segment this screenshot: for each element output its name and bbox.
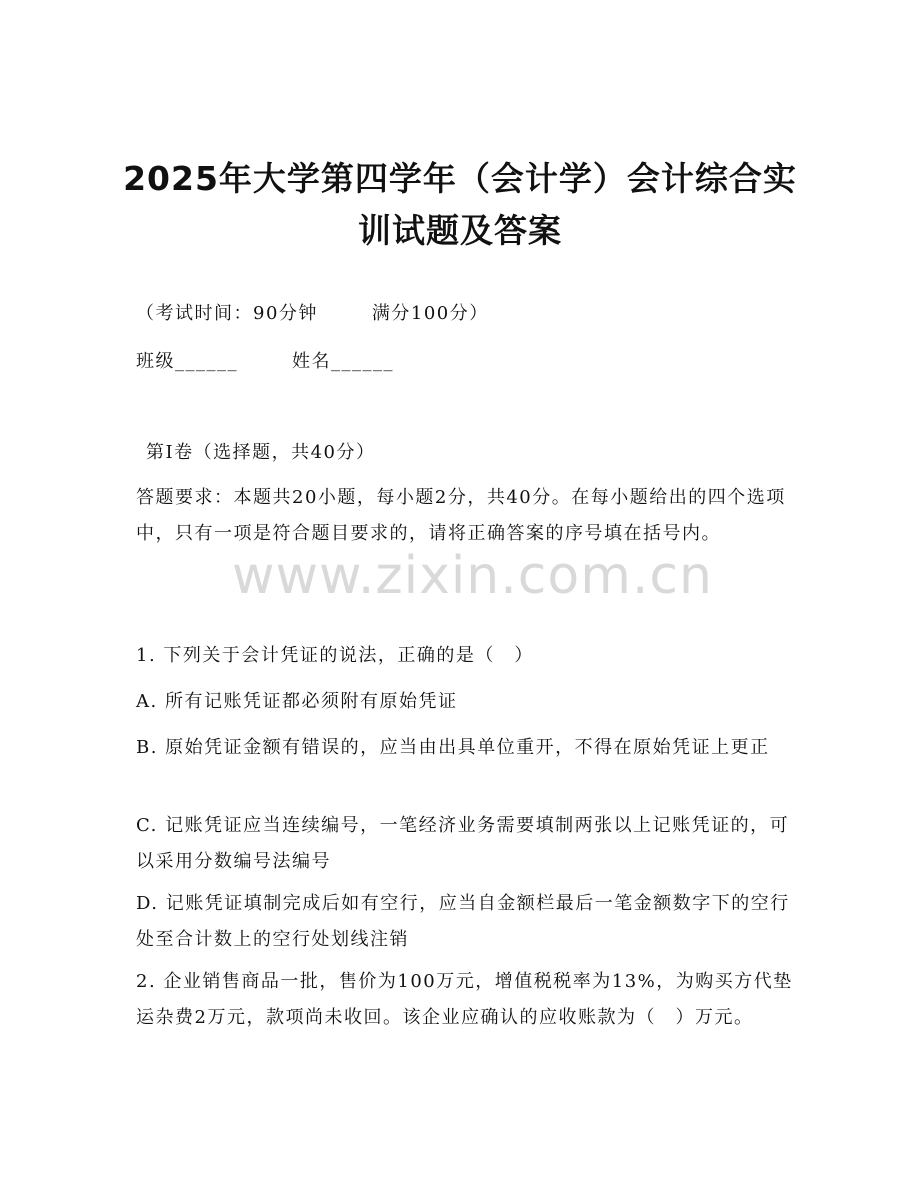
exam-info — [136, 296, 796, 332]
class-field[interactable]: 班级______ — [136, 351, 238, 372]
student-info — [136, 344, 796, 380]
full-score: 满分100分） — [371, 303, 489, 324]
exam-time: （考试时间：90分钟 — [136, 303, 318, 324]
question-1-option-c: C. 记账凭证应当连续编号，一笔经济业务需要填制两张以上记账凭证的，可以采用分数编号法编号 — [136, 815, 790, 872]
section-header: 第Ⅰ卷（选择题，共40分） — [146, 442, 376, 463]
question-1-option-b: B. 原始凭证金额有错误的，应当由出具单位重开，不得在原始凭证上更正 — [136, 737, 770, 758]
question-1-option-d: D. 记账凭证填制完成后如有空行，应当自金额栏最后一笔金额数字下的空行处至合计数上的空行处划线注销 — [136, 893, 790, 950]
question-1-stem: 1. 下列关于会计凭证的说法，正确的是（ ） — [136, 645, 534, 666]
question-2-stem: 2. 企业销售商品一批，售价为100万元，增值税税率为13%，为购买方代垫运杂费2万元，款项尚未收回。该企业应确认的应收账款为（ ）万元。 — [136, 971, 793, 1028]
title-line-2: 训试题及答案 — [358, 211, 562, 250]
document-title — [100, 153, 820, 257]
watermark-text: www.zixin.com.cn — [232, 546, 713, 606]
instructions: 答题要求：本题共20小题，每小题2分，共40分。在每小题给出的四个选项中，只有一项是符合题目要求的，请将正确答案的序号填在括号内。 — [136, 487, 786, 544]
name-field[interactable]: 姓名______ — [292, 351, 394, 372]
question-1-option-a: A. 所有记账凭证都必须附有原始凭证 — [136, 691, 458, 712]
title-line-1: 2025年大学第四学年（会计学）会计综合实 — [123, 159, 797, 198]
